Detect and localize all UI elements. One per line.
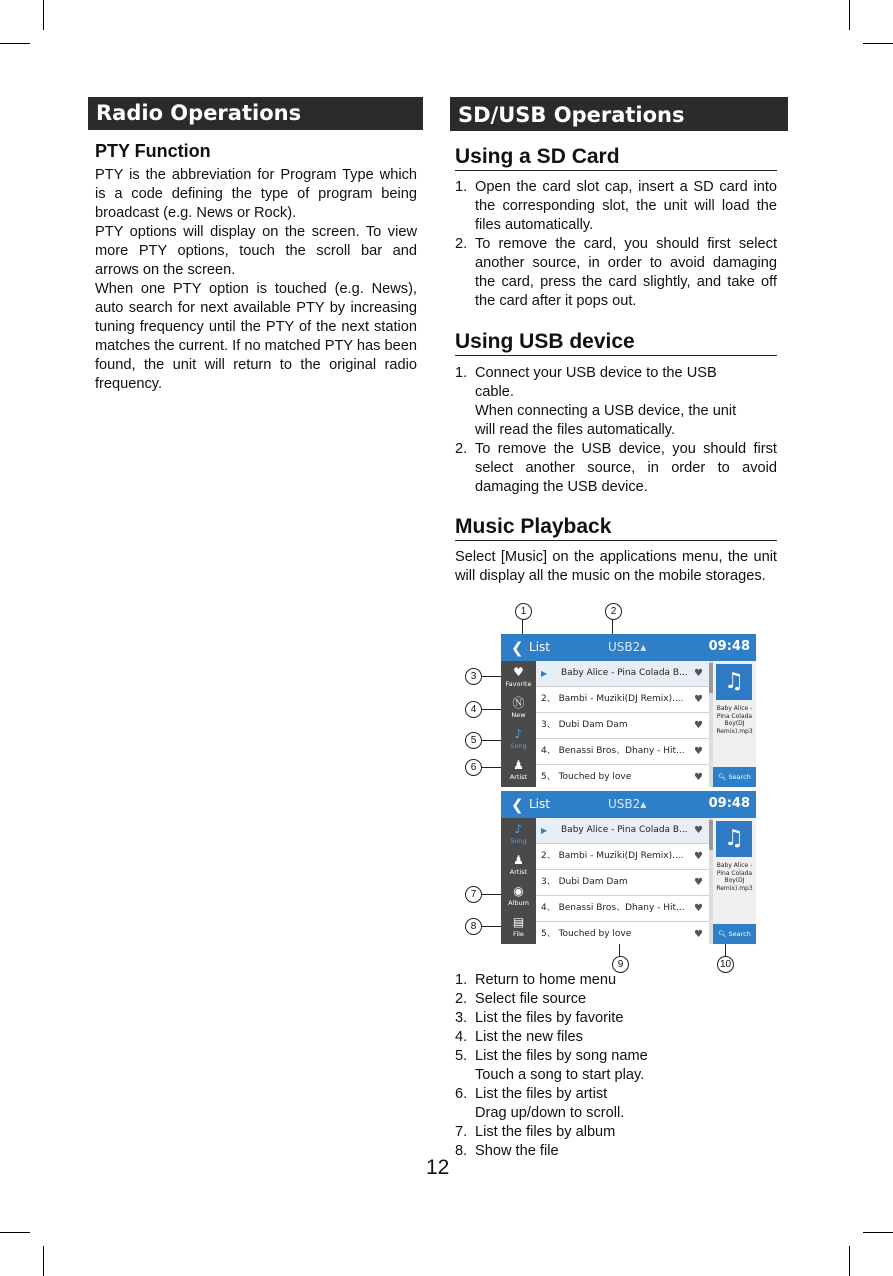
heart-icon[interactable]: ♥ [694, 720, 703, 731]
music-note-icon[interactable]: ♫ [716, 664, 752, 700]
pty-paragraph: PTY options will display on the screen. To view more PTY options, touch the scroll bar and arrows on the screen. [95, 224, 417, 278]
triangle-up-icon: ▴ [640, 640, 647, 654]
callout-legend [455, 971, 777, 1161]
sd-card-heading: Using a SD Card [455, 145, 777, 171]
clock: 09:48 [708, 639, 750, 654]
heart-icon[interactable]: ♥ [694, 877, 703, 888]
sidebar-item-artist[interactable]: ♟ Artist [501, 851, 536, 882]
now-playing-panel [713, 661, 756, 787]
heart-icon[interactable]: ♥ [694, 903, 703, 914]
song-row[interactable]: ▶ Baby Alice - Pina Colada B... ♥ [536, 818, 709, 844]
music-note-icon[interactable]: ♫ [716, 821, 752, 857]
song-row[interactable]: 4、 Benassi Bros、Dhany - Hit... ♥ [536, 896, 709, 922]
list-item: 3. List the files by favorite [455, 1010, 624, 1026]
artist-icon: ♟ [513, 758, 524, 772]
list-title[interactable]: List [529, 797, 550, 811]
pty-function-heading: PTY Function [95, 141, 211, 161]
song-row[interactable]: 4、 Benassi Bros、Dhany - Hit... ♥ [536, 739, 709, 765]
music-screen-2 [501, 791, 756, 944]
song-row[interactable]: 3、 Dubi Dam Dam ♥ [536, 870, 709, 896]
artist-icon: ♟ [513, 853, 524, 867]
music-intro: Select [Music] on the applications menu, the unit will display all the music on the mobile storages. [455, 549, 777, 584]
crop-mark [849, 1246, 850, 1276]
callout-4: 4 [465, 701, 482, 718]
play-icon: ▶ [541, 669, 548, 678]
list-item: 5. List the files by song name Touch a song to start play. [455, 1048, 648, 1083]
heart-icon[interactable]: ♥ [694, 668, 703, 679]
heart-icon[interactable]: ♥ [694, 694, 703, 705]
section-header-radio: Radio Operations [88, 97, 423, 130]
callout-7: 7 [465, 886, 482, 903]
crop-mark [43, 0, 44, 30]
search-button[interactable]: 🔍︎ Search [713, 767, 756, 787]
song-list [536, 818, 709, 944]
heart-icon[interactable]: ♥ [694, 851, 703, 862]
pty-paragraph: When one PTY option is touched (e.g. News), auto search for next available PTY by increasing tuning frequency until the PTY of the next station matches the current. If no matched PTY has been found, the unit will return to the original radio frequency. [95, 281, 417, 392]
now-playing-filename: Baby Alice - Pina Colada Boy(DJ Remix).mp3 [716, 862, 753, 892]
song-list [536, 661, 709, 787]
now-playing-panel [713, 818, 756, 944]
title-bar [501, 634, 756, 661]
music-screen-1 [501, 634, 756, 787]
usb-device-heading: Using USB device [455, 330, 777, 356]
callout-6: 6 [465, 759, 482, 776]
callout-9: 9 [612, 956, 629, 973]
sidebar-item-artist[interactable]: ♟ Artist [501, 756, 536, 787]
triangle-up-icon: ▴ [640, 797, 647, 811]
play-icon: ▶ [541, 826, 548, 835]
list-item: 1. Return to home menu [455, 972, 617, 988]
crop-mark [0, 43, 30, 44]
heart-icon[interactable]: ♥ [694, 772, 703, 783]
callout-5: 5 [465, 732, 482, 749]
song-row[interactable]: 5、 Touched by love ♥ [536, 765, 709, 787]
list-title[interactable]: List [529, 640, 550, 654]
source-selector[interactable]: USB2▴ [608, 797, 647, 811]
usb-device-steps [455, 364, 777, 497]
section-header-sd-usb: SD/USB Operations [450, 97, 788, 131]
list-item: 1. Open the card slot cap, insert a SD card into the corresponding slot, the unit will load the files automatically. [455, 179, 777, 233]
list-item: 2. To remove the card, you should first select another source, in order to avoid damaging the card, press the card slightly, and take off the card after it pops out. [455, 236, 777, 309]
folder-icon: ▤ [512, 915, 525, 929]
sidebar-item-file[interactable]: ▤ File [501, 913, 536, 944]
list-item: 1. Connect your USB device to the USB cable. When connecting a USB device, the unit will read the files automatically. [455, 365, 737, 438]
crop-mark [43, 1246, 44, 1276]
crop-mark [863, 1232, 893, 1233]
callout-10: 10 [717, 956, 734, 973]
sidebar-item-album[interactable]: ◉ Album [501, 882, 536, 913]
song-row[interactable]: 3、 Dubi Dam Dam ♥ [536, 713, 709, 739]
music-note-icon: ♪ [514, 822, 523, 836]
heart-icon[interactable]: ♥ [694, 929, 703, 940]
back-arrow-icon[interactable]: ❮ [511, 796, 524, 814]
sidebar-item-song[interactable]: ♪ Song [501, 820, 536, 851]
sidebar-item-favorite[interactable]: ♥ Favorite [501, 663, 536, 694]
now-playing-filename: Baby Alice - Pina Colada Boy(DJ Remix).mp3 [716, 705, 753, 735]
list-item: 2. Select file source [455, 991, 587, 1007]
title-bar [501, 791, 756, 818]
song-row[interactable]: ▶ Baby Alice - Pina Colada B... ♥ [536, 661, 709, 687]
crop-mark [849, 0, 850, 30]
list-item: 4. List the new files [455, 1029, 583, 1045]
heart-icon[interactable]: ♥ [694, 746, 703, 757]
callout-1: 1 [515, 603, 532, 620]
pty-description [95, 166, 417, 394]
sd-card-steps [455, 178, 777, 311]
music-playback-heading: Music Playback [455, 515, 777, 541]
back-arrow-icon[interactable]: ❮ [511, 639, 524, 657]
callout-2: 2 [605, 603, 622, 620]
page-number: 12 [426, 1156, 450, 1179]
source-selector[interactable]: USB2▴ [608, 640, 647, 654]
list-item: 2. To remove the USB device, you should first select another source, in order to avoid damaging the USB device. [455, 441, 777, 495]
music-note-icon: ♪ [514, 727, 523, 741]
pty-paragraph: PTY is the abbreviation for Program Type which is a code defining the type of program being broadcast (e.g. News or Rock). [95, 167, 417, 221]
heart-icon: ♥ [513, 665, 524, 679]
album-icon: ◉ [513, 884, 524, 898]
song-row[interactable]: 2、 Bambi - Muziki(DJ Remix).... ♥ [536, 844, 709, 870]
new-badge-icon: Ⓝ [512, 696, 525, 710]
crop-mark [0, 1232, 30, 1233]
callout-8: 8 [465, 918, 482, 935]
sidebar-item-song[interactable]: ♪ Song [501, 725, 536, 756]
search-button[interactable]: 🔍︎ Search [713, 924, 756, 944]
crop-mark [863, 43, 893, 44]
search-icon: 🔍︎ [718, 930, 727, 938]
song-row[interactable]: 5、 Touched by love ♥ [536, 922, 709, 944]
search-icon: 🔍︎ [718, 773, 727, 781]
sidebar-item-new[interactable]: Ⓝ New [501, 694, 536, 725]
song-row[interactable]: 2、 Bambi - Muziki(DJ Remix).... ♥ [536, 687, 709, 713]
heart-icon[interactable]: ♥ [694, 825, 703, 836]
list-item: 8. Show the file [455, 1143, 559, 1159]
list-item: 7. List the files by album [455, 1124, 616, 1140]
clock: 09:48 [708, 796, 750, 811]
callout-3: 3 [465, 668, 482, 685]
list-item: 6. List the files by artist Drag up/down to scroll. [455, 1086, 625, 1121]
category-sidebar [501, 818, 536, 944]
category-sidebar [501, 661, 536, 787]
